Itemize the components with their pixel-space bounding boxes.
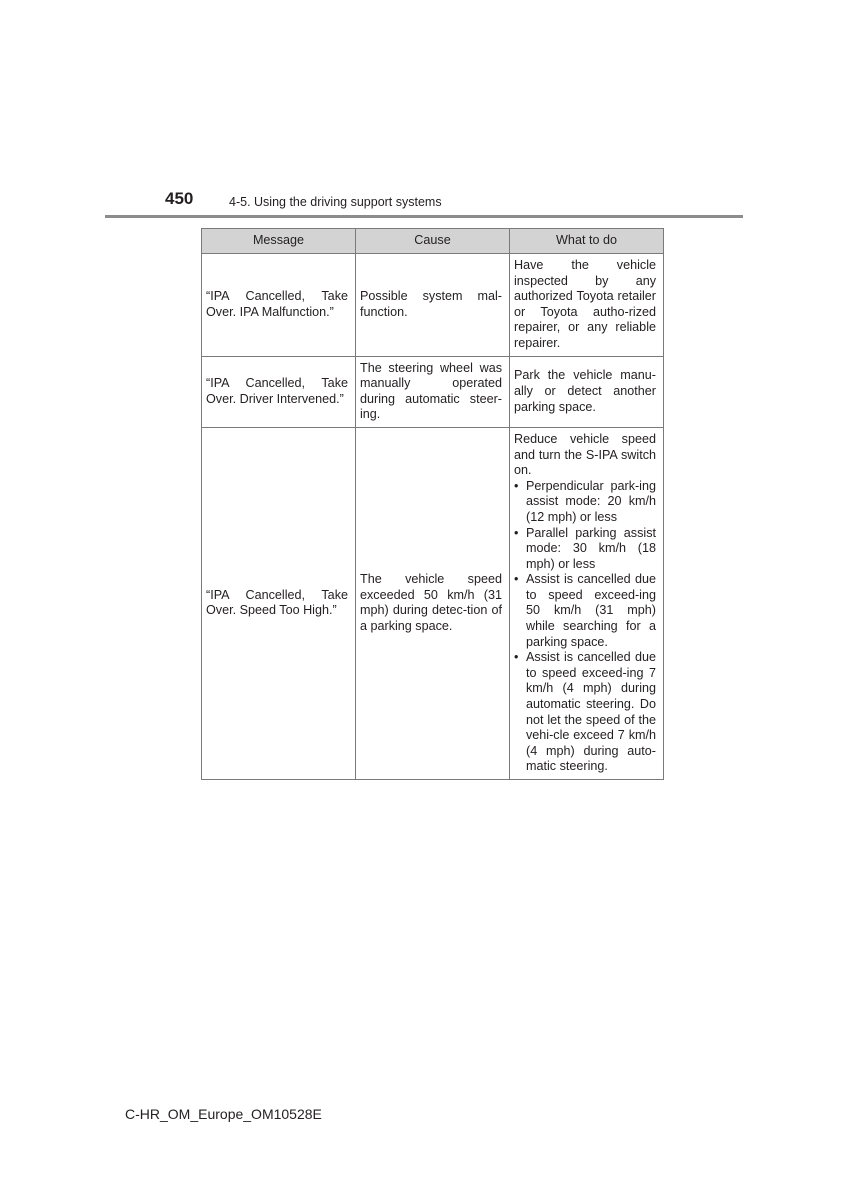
list-item: • Assist is cancelled due to speed exceed-ing 7 km/h (4 mph) during automatic steering. Do not let the speed of the vehi-cle exceed 7 km/h (4 mph) during auto-matic steering.: [514, 650, 656, 775]
list-item: • Perpendicular park-ing assist mode: 20 km/h (12 mph) or less: [514, 479, 656, 526]
column-header-message: Message: [202, 229, 356, 254]
header-divider: [105, 215, 743, 218]
table-row: [202, 254, 664, 357]
document-code: C-HR_OM_Europe_OM10528E: [125, 1106, 322, 1122]
cause-cell: The vehicle speed exceeded 50 km/h (31 mph) during detec-tion of a parking space.: [356, 427, 510, 779]
section-title: 4-5. Using the driving support systems: [229, 195, 442, 209]
list-item: • Parallel parking assist mode: 30 km/h (18 mph) or less: [514, 526, 656, 573]
action-cell: [510, 427, 664, 779]
cause-cell: The steering wheel was manually operated during automatic steer-ing.: [356, 356, 510, 427]
message-cell: “IPA Cancelled, Take Over. Driver Intervened.”: [202, 356, 356, 427]
message-table: [201, 228, 664, 780]
action-cell: Park the vehicle manu-ally or detect another parking space.: [510, 356, 664, 427]
action-bullet-list: [514, 479, 656, 775]
page-number: 450: [165, 189, 194, 208]
action-cell: Have the vehicle inspected by any authorized Toyota retailer or Toyota autho-rized repairer, or any reliable repairer.: [510, 254, 664, 357]
action-intro: Reduce vehicle speed and turn the S-IPA switch on.: [514, 431, 656, 478]
message-cell: “IPA Cancelled, Take Over. Speed Too High.”: [202, 427, 356, 779]
column-header-what-to-do: What to do: [510, 229, 664, 254]
table-header-row: [202, 229, 664, 254]
cause-cell: Possible system mal-function.: [356, 254, 510, 357]
table-row: [202, 356, 664, 427]
list-item: • Assist is cancelled due to speed exceed-ing 50 km/h (31 mph) while searching for a parking space.: [514, 572, 656, 650]
message-cell: “IPA Cancelled, Take Over. IPA Malfunction.”: [202, 254, 356, 357]
table-row: [202, 427, 664, 779]
column-header-cause: Cause: [356, 229, 510, 254]
